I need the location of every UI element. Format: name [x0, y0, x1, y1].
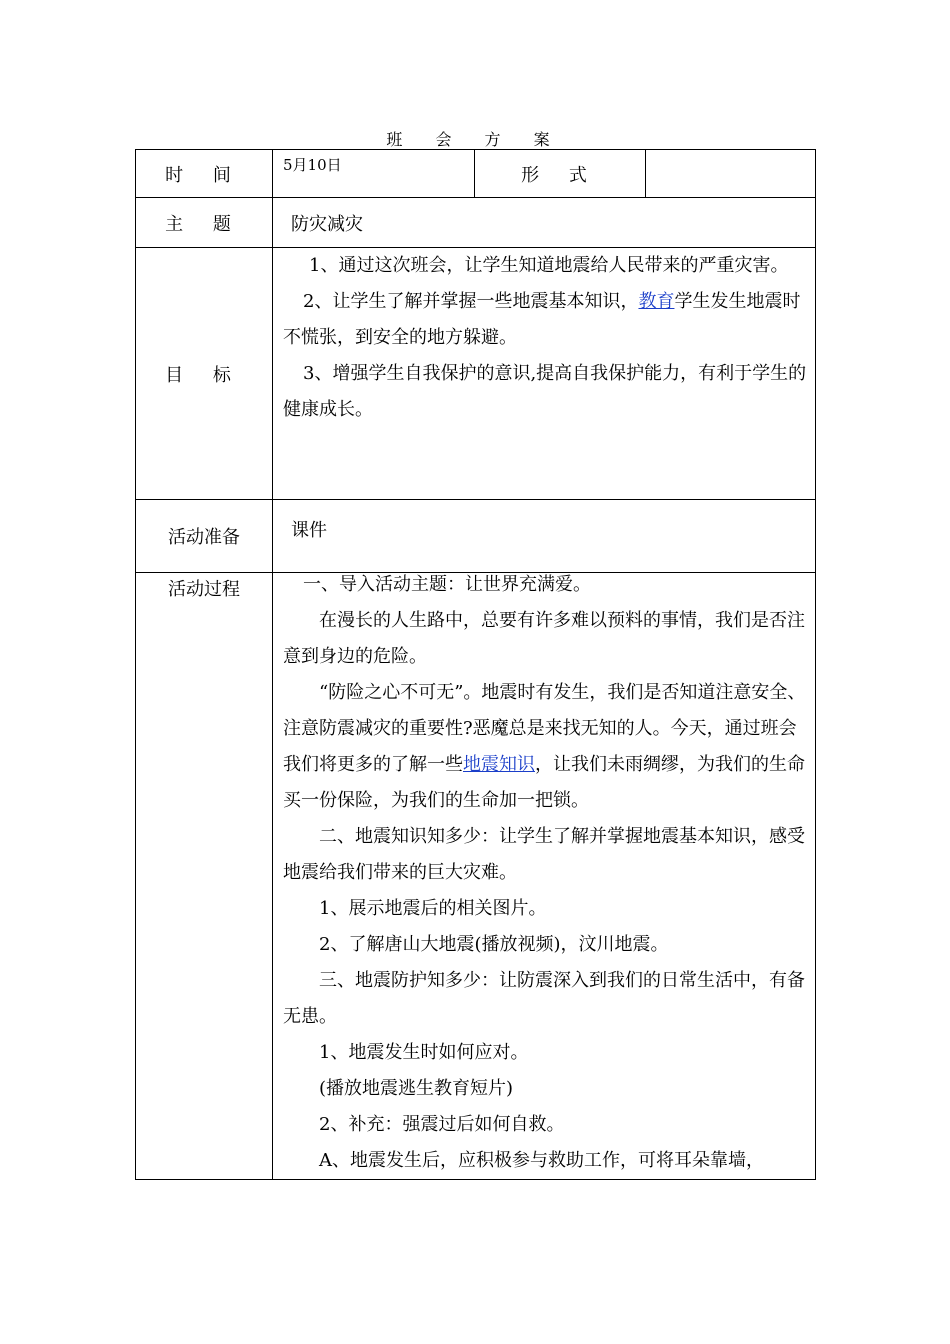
process-p5: 1、展示地震后的相关图片。 [319, 898, 547, 919]
education-link[interactable]: 教育 [638, 291, 675, 312]
process-p11: A、地震发生后，应积极参与救助工作，可将耳朵靠墙， [319, 1150, 764, 1171]
time-value: 5月10日 [273, 150, 475, 198]
process-p3: “防险之心不可无”。地震时有发生，我们是否知道注意安全、注意防震减灾的重要性?恶魔总是来找无知的人。今天，通过班会我们将更多的了解一些地震知识，让我们未雨绸缪，为我们的生命买一份保险，为我们的生命加一把锁。 [283, 682, 806, 811]
row-time [136, 150, 816, 198]
process-p10: 2、补充：强震过后如何自救。 [319, 1114, 565, 1135]
goal-item-1: 1、通过这次班会，让学生知道地震给人民带来的严重灾害。 [309, 255, 789, 276]
process-p8: 1、地震发生时如何应对。 [319, 1042, 529, 1063]
process-p7: 三、地震防护知多少：让防震深入到我们的日常生活中，有备无患。 [283, 970, 805, 1027]
process-p9: (播放地震逃生教育短片) [319, 1078, 514, 1099]
row-theme [136, 198, 816, 248]
theme-label: 主 题 [136, 198, 273, 248]
row-prep [136, 500, 816, 573]
process-label: 活动过程 [136, 573, 273, 1180]
prep-label: 活动准备 [136, 500, 273, 573]
process-content [273, 573, 816, 1180]
plan-table [135, 149, 816, 1180]
goal-content [273, 248, 816, 500]
form-label: 形 式 [475, 150, 646, 198]
theme-value: 防灾减灾 [273, 198, 816, 248]
time-label: 时 间 [136, 150, 273, 198]
row-process [136, 573, 816, 1180]
prep-value: 课件 [273, 500, 816, 573]
process-p1: 一、导入活动主题：让世界充满爱。 [303, 574, 591, 595]
goal-label: 目 标 [136, 248, 273, 500]
goal-item-2: 2、让学生了解并掌握一些地震基本知识，教育学生发生地震时不慌张，到安全的地方躲避。 [283, 291, 801, 348]
row-goal [136, 248, 816, 500]
process-p2: 在漫长的人生路中，总要有许多难以预料的事情，我们是否注意到身边的危险。 [283, 610, 805, 667]
earthquake-knowledge-link[interactable]: 地震知识 [463, 754, 535, 775]
goal-item-3: 3、增强学生自我保护的意识,提高自我保护能力，有利于学生的健康成长。 [283, 363, 807, 420]
document-title: 班 会 方 案 [386, 130, 564, 149]
process-p4: 二、地震知识知多少：让学生了解并掌握地震基本知识，感受地震给我们带来的巨大灾难。 [283, 826, 805, 883]
process-p6: 2、了解唐山大地震(播放视频)，汶川地震。 [319, 934, 669, 955]
form-value [646, 150, 816, 198]
